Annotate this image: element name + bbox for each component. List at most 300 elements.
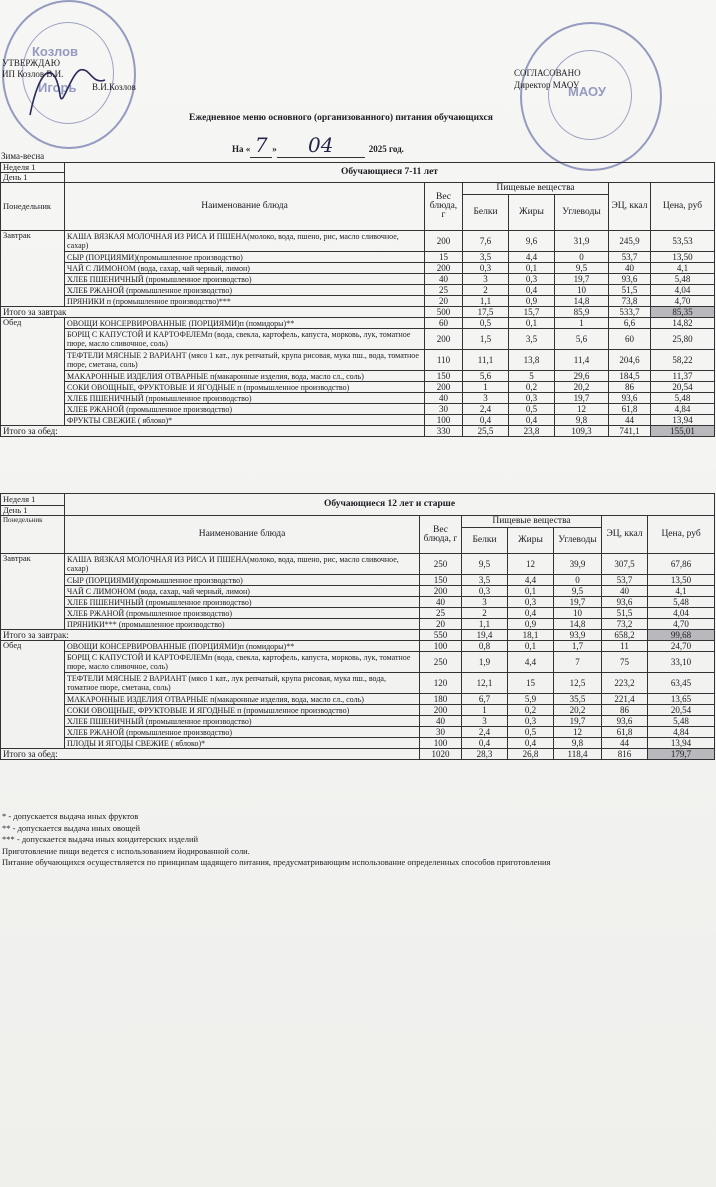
dish-weight: 60: [425, 318, 463, 329]
energy-header: ЭЦ, ккал: [609, 183, 651, 231]
total-price: 179,7: [648, 749, 715, 760]
dish-fat: 0,5: [508, 727, 554, 738]
dish-fat: 4,4: [508, 575, 554, 586]
approve-title: УТВЕРЖДАЮ: [2, 58, 61, 68]
footnote-line: * - допускается выдача иных фруктов: [2, 811, 139, 821]
dish-row: [1, 575, 715, 586]
dish-name: СОКИ ОВОЩНЫЕ, ФРУКТОВЫЕ И ЯГОДНЫЕ п (промышленное производство): [65, 705, 420, 716]
left-seal-text-2: Игорь: [38, 80, 77, 95]
dish-carbs: 5,6: [555, 329, 609, 350]
dish-price: 4,04: [651, 285, 715, 296]
dish-row: [1, 641, 715, 652]
dish-price: 4,04: [648, 608, 715, 619]
nutrients-header: Пищевые вещества: [463, 183, 609, 195]
dish-protein: 3: [463, 274, 509, 285]
total-fat: 15,7: [509, 307, 555, 318]
dish-weight: 30: [425, 404, 463, 415]
dish-protein: 2,4: [462, 727, 508, 738]
dish-price: 5,48: [651, 393, 715, 404]
dish-energy: 40: [602, 586, 648, 597]
dish-protein: 1,5: [463, 329, 509, 350]
dish-row: [1, 231, 715, 252]
dish-weight: 200: [425, 263, 463, 274]
dish-protein: 0,3: [462, 586, 508, 597]
dish-protein: 2: [462, 608, 508, 619]
dish-name: ТЕФТЕЛИ МЯСНЫЕ 2 ВАРИАНТ (мясо 1 кат., лук репчатый, крупа рисовая, мука пш., вода, томатное пюре, сметана, соль): [65, 350, 425, 371]
total-energy: 658,2: [602, 630, 648, 641]
dish-price: 63,45: [648, 673, 715, 694]
dish-weight: 20: [420, 619, 462, 630]
dish-carbs: 19,7: [554, 716, 602, 727]
dish-carbs: 19,7: [555, 274, 609, 285]
dish-weight: 40: [420, 716, 462, 727]
dish-price: 13,94: [648, 738, 715, 749]
section-caption: Обучающиеся 7-11 лет: [65, 163, 715, 183]
dish-carbs: 0: [555, 252, 609, 263]
dish-protein: 3: [462, 716, 508, 727]
dish-row: [1, 393, 715, 404]
dish-fat: 5: [509, 371, 555, 382]
meal-label: Обед: [1, 318, 65, 426]
dish-carbs: 35,5: [554, 694, 602, 705]
dish-weight: 150: [420, 575, 462, 586]
dish-price: 20,54: [648, 705, 715, 716]
dish-row: [1, 285, 715, 296]
dish-price: 25,80: [651, 329, 715, 350]
day-label: День 1: [1, 506, 65, 516]
dish-weight: 180: [420, 694, 462, 705]
dish-energy: 204,6: [609, 350, 651, 371]
dish-name: ХЛЕБ ПШЕНИЧНЫЙ (промышленное производство): [65, 716, 420, 727]
dish-name: ХЛЕБ ПШЕНИЧНЫЙ (промышленное производство): [65, 597, 420, 608]
dish-energy: 11: [602, 641, 648, 652]
dish-fat: 0,3: [509, 274, 555, 285]
fat-header: Жиры: [508, 528, 554, 554]
dish-row: [1, 554, 715, 575]
dish-fat: 0,1: [509, 263, 555, 274]
dish-row: [1, 252, 715, 263]
dish-protein: 3,5: [463, 252, 509, 263]
dish-name: СОКИ ОВОЩНЫЕ, ФРУКТОВЫЕ И ЯГОДНЫЕ п (промышленное производство): [65, 382, 425, 393]
dish-carbs: 19,7: [554, 597, 602, 608]
dish-carbs: 10: [555, 285, 609, 296]
nutrients-header: Пищевые вещества: [462, 516, 602, 528]
dish-price: 11,37: [651, 371, 715, 382]
dish-name-header: Наименование блюда: [65, 516, 420, 554]
dish-price: 13,94: [651, 415, 715, 426]
dish-weight: 120: [420, 673, 462, 694]
dish-protein: 3: [462, 597, 508, 608]
dish-row: [1, 350, 715, 371]
dish-row: [1, 415, 715, 426]
date-suffix: 2025 год.: [368, 144, 404, 154]
total-protein: 25,5: [463, 426, 509, 437]
dish-name: ХЛЕБ РЖАНОЙ (промышленное производство): [65, 608, 420, 619]
total-fat: 26,8: [508, 749, 554, 760]
dish-protein: 0,4: [462, 738, 508, 749]
dish-protein: 0,4: [463, 415, 509, 426]
dish-row: [1, 329, 715, 350]
dish-row: [1, 694, 715, 705]
dish-energy: 44: [609, 415, 651, 426]
total-price: 85,35: [651, 307, 715, 318]
footnotes: [2, 811, 550, 869]
total-weight: 1020: [420, 749, 462, 760]
dish-name: КАША ВЯЗКАЯ МОЛОЧНАЯ ИЗ РИСА И ПШЕНА(молоко, вода, пшено, рис, масло сливочное, сахар): [65, 554, 420, 575]
dish-row: [1, 404, 715, 415]
dish-fat: 9,6: [509, 231, 555, 252]
dish-weight: 200: [425, 231, 463, 252]
dish-weight: 20: [425, 296, 463, 307]
dish-fat: 0,4: [509, 285, 555, 296]
dish-energy: 86: [609, 382, 651, 393]
footnote-line: *** - допускается выдача иных кондитерских изделий: [2, 834, 199, 844]
dish-protein: 1,1: [463, 296, 509, 307]
dish-carbs: 1: [555, 318, 609, 329]
dish-name: ХЛЕБ РЖАНОЙ (промышленное производство): [65, 404, 425, 415]
total-fat: 23,8: [509, 426, 555, 437]
dish-name: ОВОЩИ КОНСЕРВИРОВАННЫЕ (ПОРЦИЯМИ)п (помидоры)**: [65, 318, 425, 329]
dish-carbs: 1,7: [554, 641, 602, 652]
season-label: Зима-весна: [1, 151, 45, 161]
dish-weight: 200: [425, 329, 463, 350]
date-mid: »: [272, 144, 277, 154]
week-label: Неделя 1: [1, 163, 65, 173]
dish-row: [1, 586, 715, 597]
total-carbs: 93,9: [554, 630, 602, 641]
dish-carbs: 39,9: [554, 554, 602, 575]
dish-weight: 200: [425, 382, 463, 393]
dish-weight: 40: [420, 597, 462, 608]
dish-fat: 0,1: [508, 586, 554, 597]
dish-energy: 40: [609, 263, 651, 274]
section1-rows: [1, 231, 715, 437]
approve-signer: В.И.Козлов: [92, 82, 136, 92]
dish-name: ЧАЙ С ЛИМОНОМ (вода, сахар, чай черный, лимон): [65, 263, 425, 274]
approve-org: ИП Козлов В.И.: [2, 69, 64, 79]
dish-energy: 86: [602, 705, 648, 716]
dish-protein: 1: [463, 382, 509, 393]
dish-energy: 93,6: [609, 393, 651, 404]
dish-row: [1, 738, 715, 749]
document-title: Ежедневное меню основного (организованного) питания обучающихся: [189, 113, 493, 123]
dish-carbs: 12: [555, 404, 609, 415]
price-header: Цена, руб: [651, 183, 715, 231]
fat-header: Жиры: [509, 195, 555, 231]
dish-protein: 1: [462, 705, 508, 716]
date-month: 04: [277, 133, 365, 158]
dish-fat: 3,5: [509, 329, 555, 350]
dish-row: [1, 673, 715, 694]
dish-name: МАКАРОННЫЕ ИЗДЕЛИЯ ОТВАРНЫЕ п(макаронные изделия, вода, масло сл., соль): [65, 371, 425, 382]
dish-energy: 73,2: [602, 619, 648, 630]
dish-name: ХЛЕБ ПШЕНИЧНЫЙ (промышленное производство): [65, 393, 425, 404]
date-day: 7: [250, 133, 272, 158]
dish-price: 4,1: [648, 586, 715, 597]
dish-fat: 0,9: [508, 619, 554, 630]
dish-weight: 200: [420, 705, 462, 716]
dish-fat: 15: [508, 673, 554, 694]
dish-fat: 0,4: [508, 608, 554, 619]
dish-energy: 184,5: [609, 371, 651, 382]
total-label: Итого за обед:: [1, 426, 425, 437]
dish-price: 24,70: [648, 641, 715, 652]
total-row: [1, 749, 715, 760]
dish-carbs: 9,5: [555, 263, 609, 274]
dish-energy: 93,6: [602, 716, 648, 727]
dish-weight: 100: [420, 738, 462, 749]
total-protein: 19,4: [462, 630, 508, 641]
total-row: [1, 630, 715, 641]
weekday-label: Понедельник: [1, 516, 65, 554]
dish-carbs: 20,2: [554, 705, 602, 716]
menu-table-12-plus: [0, 493, 715, 760]
dish-price: 4,70: [648, 619, 715, 630]
dish-row: [1, 274, 715, 285]
dish-protein: 1,1: [462, 619, 508, 630]
dish-energy: 221,4: [602, 694, 648, 705]
total-row: [1, 307, 715, 318]
dish-row: [1, 619, 715, 630]
dish-carbs: 14,8: [555, 296, 609, 307]
dish-energy: 51,5: [609, 285, 651, 296]
dish-weight: 250: [420, 652, 462, 673]
dish-name: ПРЯНИКИ*** (промышленное производство): [65, 619, 420, 630]
dish-fat: 13,8: [509, 350, 555, 371]
dish-price: 4,84: [648, 727, 715, 738]
total-carbs: 85,9: [555, 307, 609, 318]
dish-weight: 200: [420, 586, 462, 597]
dish-energy: 6,6: [609, 318, 651, 329]
dish-row: [1, 716, 715, 727]
dish-price: 13,50: [648, 575, 715, 586]
dish-name: ПРЯНИКИ п (промышленное производство)***: [65, 296, 425, 307]
dish-energy: 60: [609, 329, 651, 350]
dish-energy: 93,6: [602, 597, 648, 608]
dish-name: ПЛОДЫ И ЯГОДЫ СВЕЖИЕ ( яблоко)*: [65, 738, 420, 749]
dish-price: 5,48: [648, 597, 715, 608]
dish-energy: 245,9: [609, 231, 651, 252]
total-energy: 533,7: [609, 307, 651, 318]
total-label: Итого за завтрак:: [1, 630, 420, 641]
dish-carbs: 11,4: [555, 350, 609, 371]
dish-fat: 0,3: [509, 393, 555, 404]
dish-name: ФРУКТЫ СВЕЖИЕ ( яблоко)*: [65, 415, 425, 426]
dish-carbs: 19,7: [555, 393, 609, 404]
weekday-label: Понедельник: [1, 183, 65, 231]
dish-name: ОВОЩИ КОНСЕРВИРОВАННЫЕ (ПОРЦИЯМИ)п (помидоры)**: [65, 641, 420, 652]
footnote-line: Приготовление пищи ведется с использованием йодированной соли.: [2, 845, 250, 856]
dish-fat: 0,4: [508, 738, 554, 749]
dish-fat: 0,4: [509, 415, 555, 426]
dish-energy: 307,5: [602, 554, 648, 575]
dish-name: ХЛЕБ ПШЕНИЧНЫЙ (промышленное производство): [65, 274, 425, 285]
energy-header: ЭЦ, ккал: [602, 516, 648, 554]
total-label: Итого за завтрак: [1, 307, 425, 318]
dish-weight: 150: [425, 371, 463, 382]
total-price: 99,68: [648, 630, 715, 641]
dish-name: МАКАРОННЫЕ ИЗДЕЛИЯ ОТВАРНЫЕ п(макаронные изделия, вода, масло сл., соль): [65, 694, 420, 705]
meal-label: Завтрак: [1, 554, 65, 630]
dish-price: 58,22: [651, 350, 715, 371]
dish-fat: 4,4: [509, 252, 555, 263]
protein-header: Белки: [462, 528, 508, 554]
agree-role: Директор МАОУ: [514, 80, 580, 90]
dish-row: [1, 263, 715, 274]
footnote-line: ** - допускается выдача иных овощей: [2, 822, 141, 833]
dish-carbs: 12,5: [554, 673, 602, 694]
dish-fat: 12: [508, 554, 554, 575]
dish-price: 14,82: [651, 318, 715, 329]
dish-name: ХЛЕБ РЖАНОЙ (промышленное производство): [65, 285, 425, 296]
dish-name: БОРЩ С КАПУСТОЙ И КАРТОФЕЛЕМп (вода, свекла, картофель, капуста, морковь, лук, томатное пюре, масло сливочное, соль): [65, 652, 420, 673]
dish-price: 5,48: [651, 274, 715, 285]
dish-weight: 15: [425, 252, 463, 263]
dish-fat: 0,3: [508, 716, 554, 727]
dish-protein: 7,6: [463, 231, 509, 252]
dish-carbs: 9,8: [554, 738, 602, 749]
carbs-header: Углеводы: [555, 195, 609, 231]
total-carbs: 109,3: [555, 426, 609, 437]
total-weight: 550: [420, 630, 462, 641]
dish-carbs: 12: [554, 727, 602, 738]
dish-protein: 0,5: [463, 318, 509, 329]
dish-energy: 73,8: [609, 296, 651, 307]
dish-row: [1, 371, 715, 382]
dish-fat: 0,2: [508, 705, 554, 716]
total-fat: 18,1: [508, 630, 554, 641]
dish-protein: 1,9: [462, 652, 508, 673]
date-prefix: На «: [232, 144, 251, 154]
week-label: Неделя 1: [1, 494, 65, 506]
day-label: День 1: [1, 173, 65, 183]
carbs-header: Углеводы: [554, 528, 602, 554]
dish-name: СЫР (ПОРЦИЯМИ)(промышленное производство): [65, 575, 420, 586]
total-price: 155,01: [651, 426, 715, 437]
protein-header: Белки: [463, 195, 509, 231]
section-caption: Обучающиеся 12 лет и старше: [65, 494, 715, 516]
dish-price: 13,65: [648, 694, 715, 705]
dish-protein: 3,5: [462, 575, 508, 586]
dish-row: [1, 608, 715, 619]
dish-weight: 25: [425, 285, 463, 296]
footnote-line: Питание обучающихся осуществляется по принципам щадящего питания, предусматривающим использование определенных способов приготовления: [2, 857, 551, 867]
dish-row: [1, 382, 715, 393]
dish-energy: 93,6: [609, 274, 651, 285]
dish-weight: 250: [420, 554, 462, 575]
dish-carbs: 10: [554, 608, 602, 619]
dish-weight: 110: [425, 350, 463, 371]
dish-carbs: 31,9: [555, 231, 609, 252]
dish-energy: 51,5: [602, 608, 648, 619]
meal-label: Обед: [1, 641, 65, 749]
dish-fat: 0,5: [509, 404, 555, 415]
dish-weight: 100: [420, 641, 462, 652]
total-row: [1, 426, 715, 437]
dish-carbs: 20,2: [555, 382, 609, 393]
dish-fat: 5,9: [508, 694, 554, 705]
dish-name: СЫР (ПОРЦИЯМИ)(промышленное производство): [65, 252, 425, 263]
dish-row: [1, 727, 715, 738]
total-weight: 330: [425, 426, 463, 437]
menu-table-7-11: [0, 162, 715, 437]
dish-protein: 12,1: [462, 673, 508, 694]
dish-weight: 30: [420, 727, 462, 738]
dish-fat: 0,1: [509, 318, 555, 329]
dish-price: 67,86: [648, 554, 715, 575]
dish-name: ХЛЕБ РЖАНОЙ (промышленное производство): [65, 727, 420, 738]
dish-weight: 40: [425, 274, 463, 285]
dish-energy: 75: [602, 652, 648, 673]
dish-row: [1, 705, 715, 716]
dish-price: 4,1: [651, 263, 715, 274]
dish-fat: 0,9: [509, 296, 555, 307]
dish-price: 4,70: [651, 296, 715, 307]
dish-price: 5,48: [648, 716, 715, 727]
dish-protein: 2,4: [463, 404, 509, 415]
dish-protein: 2: [463, 285, 509, 296]
dish-name-header: Наименование блюда: [65, 183, 425, 231]
weight-header: Вес блюда, г: [425, 183, 463, 231]
total-energy: 741,1: [609, 426, 651, 437]
weight-header: Вес блюда, г: [420, 516, 462, 554]
dish-row: [1, 597, 715, 608]
dish-row: [1, 652, 715, 673]
agree-title: СОГЛАСОВАНО: [514, 68, 581, 78]
dish-weight: 40: [425, 393, 463, 404]
dish-name: ТЕФТЕЛИ МЯСНЫЕ 2 ВАРИАНТ (мясо 1 кат., лук репчатый, крупа рисовая, мука пш., вода, томатное пюре, сметана, соль): [65, 673, 420, 694]
meal-label: Завтрак: [1, 231, 65, 307]
dish-fat: 0,2: [509, 382, 555, 393]
dish-fat: 4,4: [508, 652, 554, 673]
dish-carbs: 9,5: [554, 586, 602, 597]
total-protein: 17,5: [463, 307, 509, 318]
dish-energy: 53,7: [602, 575, 648, 586]
dish-row: [1, 318, 715, 329]
dish-fat: 0,3: [508, 597, 554, 608]
dish-energy: 53,7: [609, 252, 651, 263]
dish-protein: 11,1: [463, 350, 509, 371]
dish-price: 53,53: [651, 231, 715, 252]
dish-price: 20,54: [651, 382, 715, 393]
dish-energy: 44: [602, 738, 648, 749]
section2-rows: [1, 554, 715, 760]
dish-protein: 0,3: [463, 263, 509, 274]
dish-price: 33,10: [648, 652, 715, 673]
total-protein: 28,3: [462, 749, 508, 760]
dish-name: ЧАЙ С ЛИМОНОМ (вода, сахар, чай черный, лимон): [65, 586, 420, 597]
dish-price: 4,84: [651, 404, 715, 415]
dish-carbs: 9,8: [555, 415, 609, 426]
price-header: Цена, руб: [648, 516, 715, 554]
total-carbs: 118,4: [554, 749, 602, 760]
total-label: Итого за обед:: [1, 749, 420, 760]
dish-protein: 3: [463, 393, 509, 404]
dish-energy: 61,8: [609, 404, 651, 415]
right-seal-text: МАОУ: [568, 84, 606, 99]
dish-fat: 0,1: [508, 641, 554, 652]
dish-weight: 100: [425, 415, 463, 426]
dish-carbs: 0: [554, 575, 602, 586]
dish-carbs: 7: [554, 652, 602, 673]
dish-protein: 6,7: [462, 694, 508, 705]
dish-protein: 9,5: [462, 554, 508, 575]
dish-row: [1, 296, 715, 307]
dish-protein: 0,8: [462, 641, 508, 652]
dish-carbs: 29,6: [555, 371, 609, 382]
dish-name: БОРЩ С КАПУСТОЙ И КАРТОФЕЛЕМп (вода, свекла, картофель, капуста, морковь, лук, томатное пюре, масло сливочное, соль): [65, 329, 425, 350]
dish-weight: 25: [420, 608, 462, 619]
